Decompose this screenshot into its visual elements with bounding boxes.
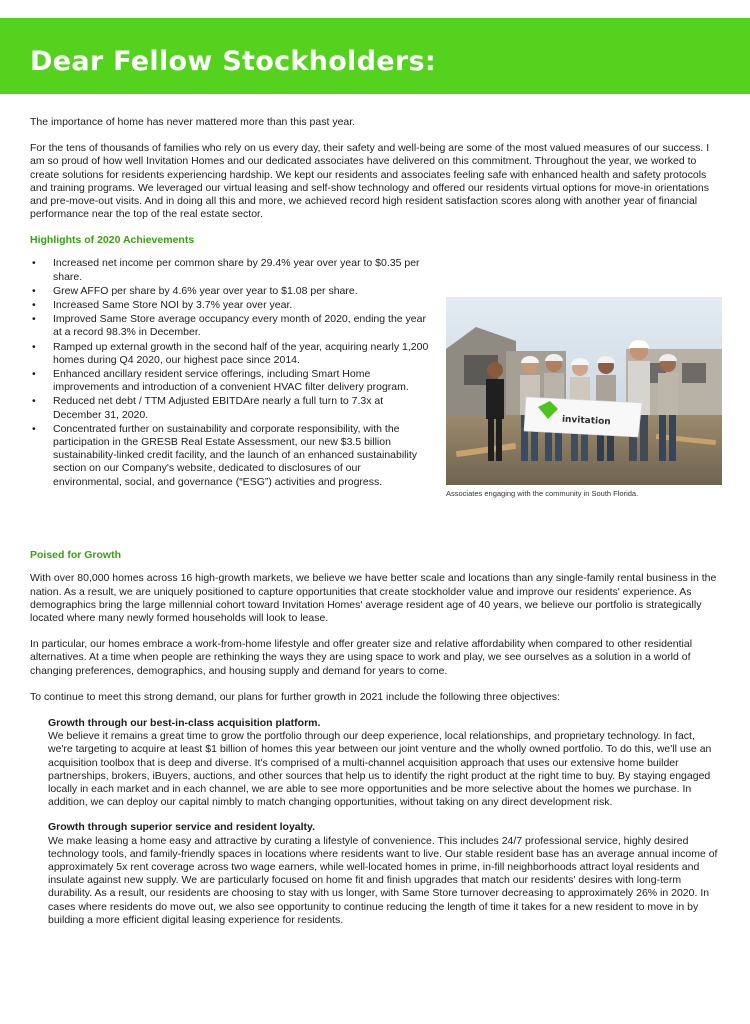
list-item-text: Increased Same Store NOI by 3.7% year over year.	[53, 299, 293, 312]
list-item-text: Grew AFFO per share by 4.6% year over year to $1.08 per share.	[53, 284, 358, 297]
page-title: Dear Fellow Stockholders:	[30, 46, 436, 77]
photo-banner-text: invitation	[561, 415, 611, 428]
bullet-icon: •	[32, 368, 36, 381]
list-item-text: Ramped up external growth in the second half of the year, acquiring nearly 1,200 homes during Q4 2020, our highest pace since 2014.	[53, 340, 429, 366]
list-item-text: Concentrated further on sustainability and corporate responsibility, with the participation in the GRESB Real Estate Assessment, our new $3.5 billion sustainability-linked credit facility, and the launch of an enhanced sustainability section on our Company's website, dedicated to disclosures of our environmental, social, and governance (“ESG”) activities and progress.	[53, 422, 418, 488]
letter-body	[30, 116, 722, 939]
objective-body: We make leasing a home easy and attractive by curating a lifestyle of convenience. This includes 24/7 professional service, highly desired technology tools, and family-friendly spaces in locations where residents want to live. Our stable resident base has an average annual income of approximately 5x rent coverage across two wage earners, while well-located homes in prime, in-fill neighborhoods attract loyal residents and insulate against new supply. We are particularly focused on home fit and finish upgrades that match our residents' desires with long-term durability. As a result, our residents are choosing to stay with us longer, with Same Store turnover decreasing to approximately 26% in 2020. In cases where residents do move out, we also see opportunity to continue reducing the length of time it takes for a new resident to move in by building a more efficient digital leasing experience for residents.	[48, 834, 718, 926]
bullet-icon: •	[32, 257, 36, 270]
bullet-icon: •	[32, 422, 36, 435]
list-item-text: Increased net income per common share by 29.4% year over year to $0.35 per share.	[53, 257, 420, 283]
community-photo	[446, 297, 722, 485]
intro-paragraph: The importance of home has never mattered more than this past year.	[30, 116, 356, 128]
bullet-icon: •	[32, 299, 36, 312]
bullet-icon: •	[32, 340, 36, 353]
objective-title: Growth through superior service and resident loyalty.	[48, 821, 316, 834]
list-item-text: Improved Same Store average occupancy every month of 2020, ending the year at a record 98.3% in December.	[53, 313, 426, 339]
list-item	[30, 313, 430, 339]
list-item	[30, 257, 430, 283]
list-item-text: Reduced net debt / TTM Adjusted EBITDAre nearly a full turn to 7.3x at December 31, 2020.	[53, 395, 384, 421]
objective-title: Growth through our best-in-class acquisition platform.	[48, 717, 321, 730]
objective-block	[30, 717, 722, 809]
highlights-list	[30, 257, 430, 489]
bullet-icon: •	[32, 284, 36, 297]
growth-heading: Poised for Growth	[30, 549, 122, 562]
list-item	[30, 423, 430, 489]
highlights-heading: Highlights of 2020 Achievements	[30, 234, 195, 247]
list-item	[30, 395, 430, 421]
objective-block	[30, 821, 722, 927]
list-item	[30, 341, 430, 367]
growth-paragraph: In particular, our homes embrace a work-from-home lifestyle and offer greater size and relative affordability when compared to other residential alternatives. At a time when people are rethinking the ways they are using space to work and play, we see ourselves as a solution in a world of changing preferences, demographics, and housing supply and demand for years to come.	[30, 638, 693, 677]
objective-body: We believe it remains a great time to grow the portfolio through our deep experience, local relationships, and proprietary technology. In fact, we're targeting to acquire at least $1 billion of homes this year between our joint venture and the wholly owned portfolio. To do this, we'll use an acquisition toolbox that is deep and diverse. It's comprised of a multi-channel acquisition approach that uses our extensive home builder partnerships, brokers, iBuyers, auctions, and other sources that help us to identify the right product at the right time to buy. By staying engaged locally in each market and in each channel, we are able to see more opportunities and be more selective about the homes we purchase. In addition, we can deploy our capital nimbly to match changing opportunities, without taking on any direct development risk.	[48, 730, 712, 809]
growth-paragraph: To continue to meet this strong demand, our plans for further growth in 2021 include the following three objectives:	[30, 690, 560, 703]
highlights-section	[30, 257, 722, 539]
intro-paragraph: For the tens of thousands of families who rely on us every day, their safety and well-being are some of the most valued measures of our success. I am so proud of how well Invitation Homes and our dedicated associates have delivered on this commitment. Throughout the year, we worked to create solutions for residents experiencing hardship. We kept our residents and associates feeling safe with enhanced health and safety protocols and training programs. We leveraged our virtual leasing and self-show technology and offered our residents virtual options for move-in orientations and pre-move-out visits. And in doing all this and more, we achieved record high resident satisfaction scores along with another year of financial performance near the top of the real estate sector.	[30, 142, 710, 221]
bullet-icon: •	[32, 313, 36, 326]
header-banner	[0, 18, 750, 94]
list-item	[30, 285, 430, 298]
list-item	[30, 368, 430, 394]
growth-paragraph: With over 80,000 homes across 16 high-growth markets, we believe we have better scale and locations than any single-family rental business in the nation. As a result, we are uniquely positioned to capture opportunities that create stockholder value and improve our residents' experience. As demographics bring the large millennial cohort toward Invitation Homes' average resident age of 40 years, we believe our portfolio is strategically located where many newly formed households will look to lease.	[30, 572, 717, 625]
bullet-icon: •	[32, 395, 36, 408]
list-item-text: Enhanced ancillary resident service offerings, including Smart Home improvements and introduction of a convenient HVAC filter delivery program.	[53, 368, 409, 394]
photo-caption: Associates engaging with the community in South Florida.	[446, 489, 639, 499]
community-photo-figure	[446, 297, 722, 499]
list-item	[30, 299, 430, 312]
